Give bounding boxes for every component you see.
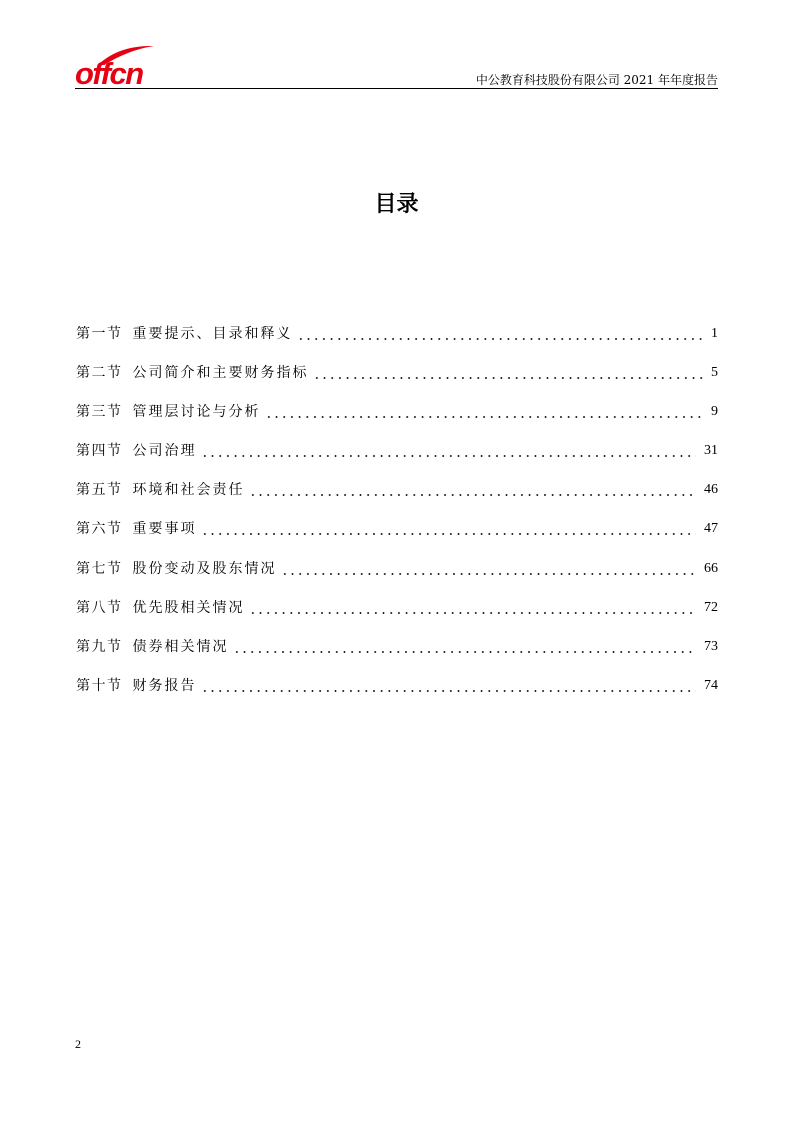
toc-dot-leader [201,676,697,696]
toc-entry [76,441,718,461]
toc-section-label: 第九节 [76,638,123,655]
toc-entry [76,676,718,696]
logo-graphic [73,44,155,88]
toc-dot-leader [265,402,704,422]
toc-dot-leader [297,324,704,344]
toc-entry-title: 股份变动及股东情况 [132,560,277,577]
toc-page-number: 31 [704,443,718,459]
toc-section-label: 第五节 [76,482,123,499]
toc-page-number: 46 [704,482,718,498]
toc-entry [76,363,718,383]
toc-section-label: 第七节 [76,560,123,577]
toc-entry-title: 重要事项 [132,521,197,538]
toc-section-label: 第四节 [76,443,123,460]
toc-page-number: 72 [704,599,718,615]
report-header-title: 中公教育科技股份有限公司 2021 年年度报告 [475,73,718,87]
toc-entry [76,598,718,618]
toc-page-number: 74 [704,677,718,693]
toc-entry-title: 债券相关情况 [132,638,229,655]
toc-section-label: 第三节 [76,404,123,421]
toc-section-label: 第八节 [76,599,123,616]
toc-page-number: 66 [704,560,718,576]
toc-section-label: 第一节 [76,326,123,342]
toc-entry-title: 管理层讨论与分析 [132,404,261,421]
toc-section-label: 第十节 [76,677,123,694]
toc-entry-title: 环境和社会责任 [132,482,245,499]
toc-entry-title: 公司治理 [132,443,197,460]
toc-entry [76,324,718,344]
toc-entry [76,637,718,657]
toc-section-label: 第六节 [76,521,123,538]
logo-text: offcn [75,56,143,88]
toc-entry [76,402,718,422]
toc-dot-leader [249,598,697,618]
toc-entry [76,519,718,539]
toc-dot-leader [233,637,697,657]
page-number: 2 [75,1037,81,1051]
toc-page-number: 1 [711,326,718,341]
table-of-contents [76,324,718,715]
page-title: 目录 [374,192,419,217]
header-divider [75,88,718,89]
toc-dot-leader [201,441,697,461]
toc-page-number: 9 [711,404,718,420]
toc-entry [76,559,718,579]
toc-dot-leader [201,519,697,539]
toc-entry-title: 优先股相关情况 [132,599,245,616]
toc-entry-title: 财务报告 [132,677,197,694]
toc-dot-leader [249,480,697,500]
offcn-logo [73,44,155,88]
toc-section-label: 第二节 [76,365,123,382]
toc-entry [76,480,718,500]
toc-page-number: 47 [704,521,718,537]
toc-dot-leader [281,559,697,579]
toc-entry-title: 重要提示、目录和释义 [132,326,293,342]
toc-dot-leader [313,363,704,383]
toc-entry-title: 公司简介和主要财务指标 [132,365,309,382]
toc-page-number: 73 [704,638,718,654]
toc-page-number: 5 [711,365,718,381]
